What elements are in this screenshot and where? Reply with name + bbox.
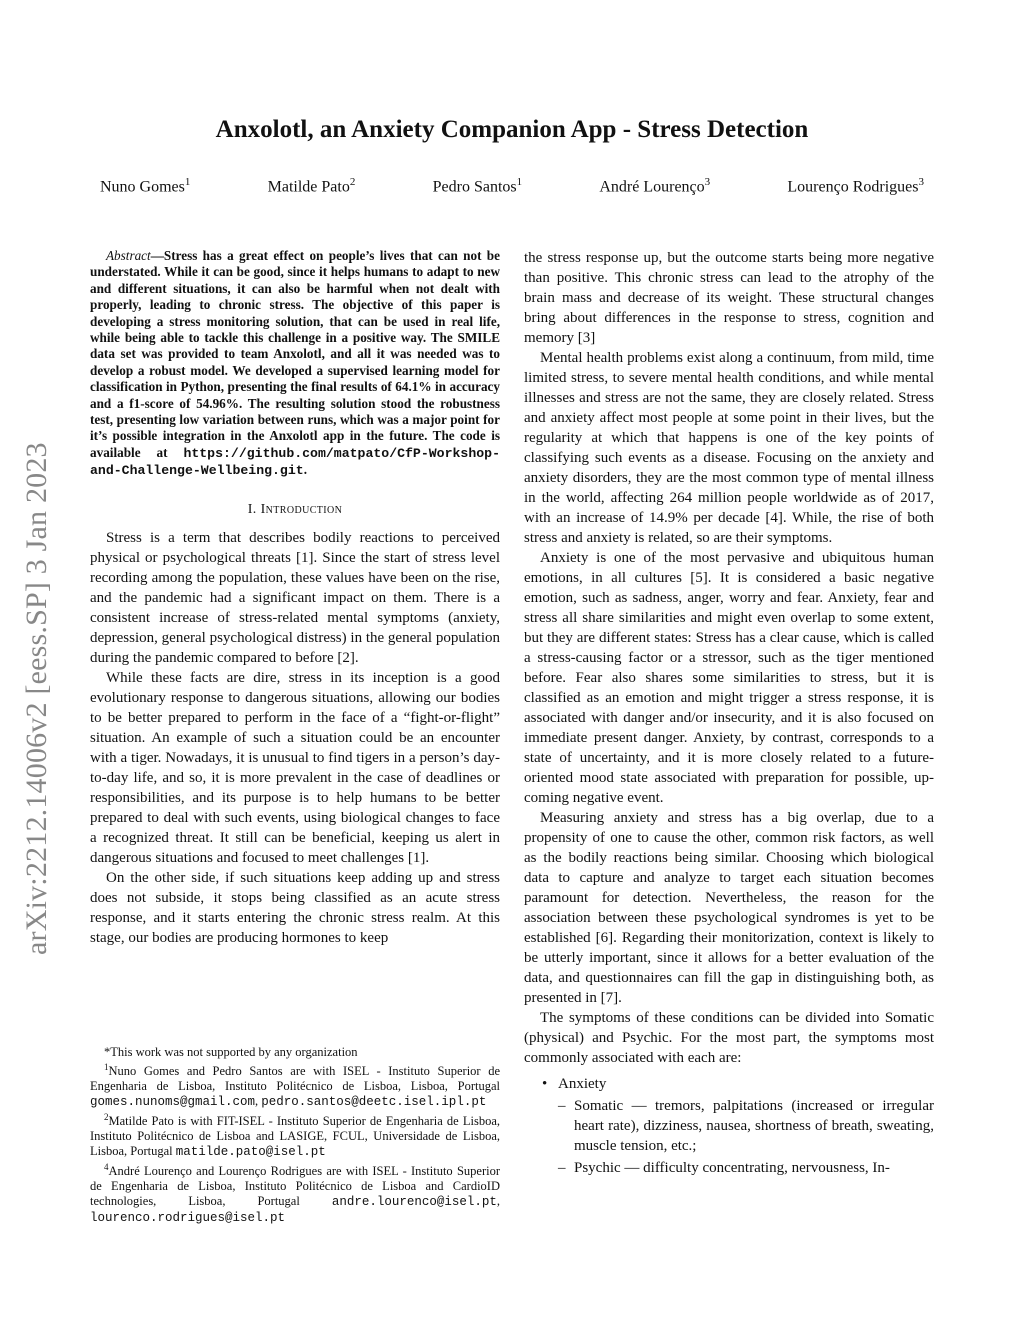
footnote-4: $^4$André Lourenço and Lourenço Rodrigues are with ISEL - Instituto Superior de Engenharia de Lisboa, Instituto Politécnico de Lisboa and CardioID technologies, Lisboa, Portugal andre.lourenco@isel.pt, lourenco.rodrigues@isel.pt [90,1162,500,1226]
abstract: Abstract—Stress has a great effect on people’s lives that can not be understated. While it can be good, since it helps humans to adapt to new and different situations, it can also be harmful when not dealt with properly, leading to chronic stress. The objective of this paper is developing a stress monitoring solution, that can be used in real life, while being able to tackle this challenge in a positive way. The SMILE data set was provided to team Anxolotl, and all it was needed was to develop a robust model. We developed a supervised learning model for classification in Python, presenting the final results of 64.1% in accuracy and a f1-score of 54.96%. The resulting solution stood the robustness test, presenting low variation between runs, which was a major point for it’s possible integration in the Anxolotl app in the future. The code is available at https://github.com/matpato/CfP-Workshop-and-Challenge-Wellbeing.git. [90,248,501,479]
body-paragraph: Stress is a term that describes bodily reactions to perceived physical or psychological threats [1]. Since the start of stress level recording among the population, these values have been on the rise, and the pandemic had a significant impact on them. There is a consistent increase of stress-related mental symptoms (anxiety, depression, general psychological distress) in the general population during the pandemic compared to before [2]. [90,529,500,666]
email-link[interactable]: lourenco.rodrigues@isel.pt [90,1211,286,1226]
paper-title: Anxolotl, an Anxiety Companion App - Stress Detection [215,116,809,143]
body-paragraph: On the other side, if such situations keep adding up and stress does not subside, it stops being classified as an acute stress response, and it starts entering the chronic stress realm. At this stage, our bodies are producing hormones to keep [90,869,500,946]
author: Pedro Santos$^1$ [432,176,523,196]
arxiv-stamp: arXiv:2212.14006v2 [eess.SP] 3 Jan 2023 [20,442,53,955]
email-link[interactable]: pedro.santos@deetc.isel.ipl.pt [261,1095,487,1110]
email-link[interactable]: andre.lourenco@isel.pt [331,1195,497,1210]
right-column [524,248,934,1178]
body-paragraph: the stress response up, but the outcome starts being more negative than positive. This chronic stress can lead to the atrophy of the brain mass and decrease of its weight. These structural changes bring about differences in the response to stress, cognition and memory [3] [524,250,934,346]
author: Lourenço Rodrigues$^3$ [787,176,924,196]
symptom-sublist [558,1096,934,1178]
author: Matilde Pato$^2$ [267,176,356,196]
list-item: • Anxiety – Somatic — tremors, palpitations (increased or irregular heart rate), dizziness, nausea, shortness of breath, sweating, muscle tension, etc.; – Psychic — difficulty concentrating, nervousness, In- [558,1074,934,1178]
footnote-1: $^1$Nuno Gomes and Pedro Santos are with ISEL - Instituto Superior de Engenharia de Lisboa, Instituto Politécnico de Lisboa, Lisboa, Portugal gomes.nunoms@gmail.com, pedro.santos@deetc.isel.ipl.pt [90,1062,500,1110]
body-paragraph: Anxiety is one of the most pervasive and ubiquitous human emotions, in all cultures [5]. It is considered a basic negative emotion, such as sadness, anger, worry and fear. Anxiety, fear and stress all share similarities and might even overlap to some extent, but they are different states: Stress has a clear cause, which is called a stress-causing factor or a stressor, such as the tiger mentioned before. Fear also shares some similarities to stress, but it is classified as an emotion and might trigger a stress response, it is associated with danger and/or insecurity, and it is also focused on immediate present danger. Anxiety, by contrast, corresponds to a state of uncertainty, and it is more closely related to a future-oriented mood state associated with preparation for possible, up-coming negative event. [524,550,934,806]
body-paragraph: The symptoms of these conditions can be divided into Somatic (physical) and Psychic. For the most part, the symptoms most commonly associated with each are: [524,1010,934,1066]
author: Nuno Gomes$^1$ [100,176,191,196]
body-paragraph: Mental health problems exist along a continuum, from mild, time limited stress, to severe mental health conditions, and while mental illnesses and stress are not the same, they are closely related. Stress and anxiety affect most people at some point in their lives, but the regularity at which that happens is one of the key points of classifying such events as a disease. Focusing on the anxiety and anxiety disorders, they are the most common type of mental illness in the world, affecting 264 million people worldwide as of 2017, with an increase of 14.9% per decade [4]. While, the rise of both stress and anxiety is related, so are their symptoms. [524,350,934,546]
list-item: – Somatic — tremors, palpitations (increased or irregular heart rate), dizziness, nausea, shortness of breath, sweating, muscle tension, etc.; [574,1096,934,1156]
author-list [100,176,924,196]
symptom-list [524,1074,934,1178]
footnote-2: $^2$Matilde Pato is with FIT-ISEL - Instituto Superior de Engenharia de Lisboa, Instituto Politécnico de Lisboa and LASIGE, FCUL, Universidade de Lisboa, Lisboa, Portugal matilde.pato@isel.pt [90,1112,500,1160]
section-heading-introduction: I. Introduction [247,501,343,517]
list-item: – Psychic — difficulty concentrating, nervousness, In- [574,1158,934,1178]
code-link[interactable]: https://github.com/matpato/CfP-Workshop-and-Challenge-Wellbeing.git [90,445,500,479]
footnote-star: *This work was not supported by any organization [104,1045,358,1059]
left-column [90,248,500,948]
author: André Lourenço$^3$ [599,176,711,196]
body-paragraph: Measuring anxiety and stress has a big overlap, due to a propensity of one to cause the other, common risk factors, as well as the bodily reactions being similar. Choosing which biological data to capture and analyze to target each situation becomes paramount for detection. Nevertheless, the reason for the association between these psychological syndromes is yet to be established [6]. Regarding their monitorization, context is likely to be utterly important, since it allows for a better evaluation of the data, and questionnaires can fill the gap in distinguishing both, as presented in [7]. [524,810,934,1006]
footnotes [90,1044,500,1226]
email-link[interactable]: matilde.pato@isel.pt [175,1145,326,1160]
email-link[interactable]: gomes.nunoms@gmail.com [90,1095,256,1110]
body-paragraph: While these facts are dire, stress in its inception is a good evolutionary response to dangerous situations, allowing our bodies to be better prepared to perform in the face of a “fight-or-flight” situation. An example of such a situation could be an encounter with a tiger. Nowadays, it is unusual to find tigers in a person’s day-to-day life, and so, it is more prevalent in the case of deadlines or responsibilities, and its purpose is to help humans to be better prepared to deal with such events, using biological changes to face a recognized threat. It still can be beneficial, keeping us alert in dangerous situations and focused to meet challenges [1]. [90,669,500,866]
